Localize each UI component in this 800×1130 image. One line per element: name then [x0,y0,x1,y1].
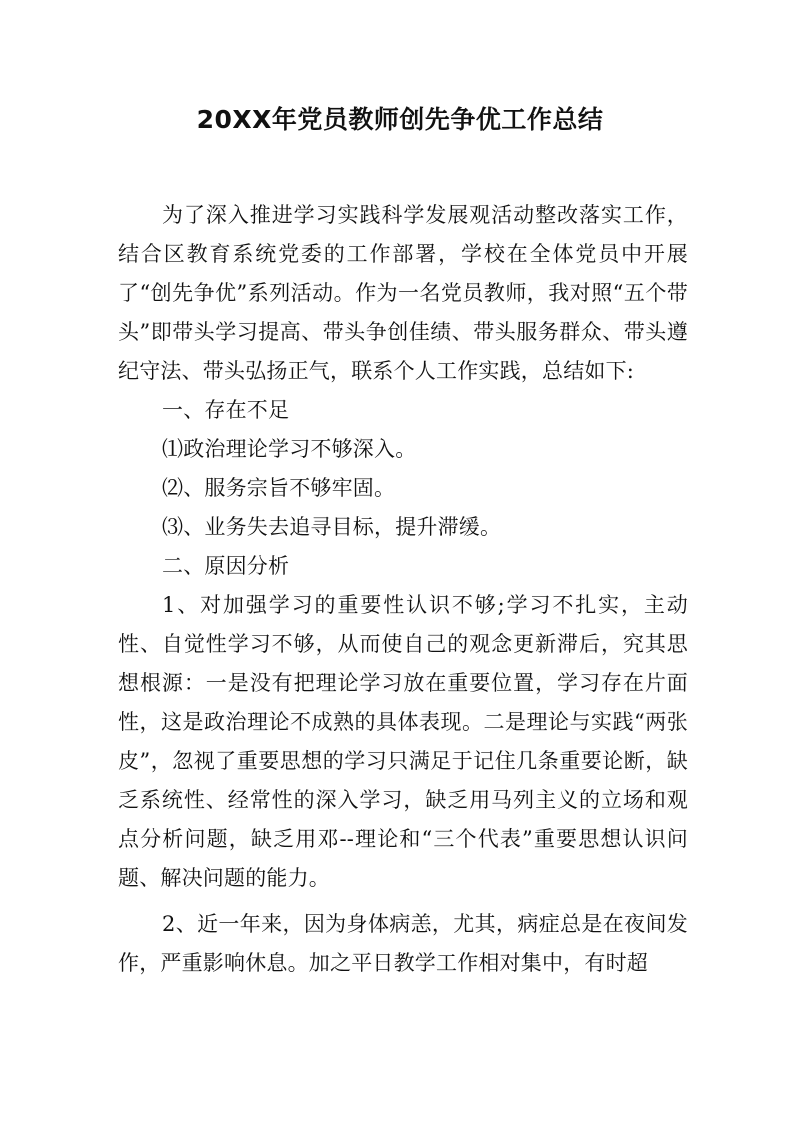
document-body [118,196,688,983]
paragraph-cause-1: 1、对加强学习的重要性认识不够;学习不扎实，主动性、自觉性学习不够，从而使自己的观念更新滞后，究其思想根源：一是没有把理论学习放在重要位置，学习存在片面性，这是政治理论不成熟的具体表现。二是理论与实践“两张皮”，忽视了重要思想的学习只满足于记住几条重要论断，缺乏系统性、经常性的深入学习，缺乏用马列主义的立场和观点分析问题，缺乏用邓--理论和“三个代表”重要思想认识问题、解决问题的能力。 [118,593,688,890]
document-title: 20XX年党员教师创先争优工作总结 [196,105,604,134]
paragraph-cause-2: 2、近一年来，因为身体病恙，尤其，病症总是在夜间发作，严重影响休息。加之平日教学工作相对集中，有时超 [118,912,688,975]
list-item-2: ⑵、服务宗旨不够牢固。 [162,476,396,500]
heading-shortcomings: 一、存在不足 [162,398,290,422]
heading-cause-analysis: 二、原因分析 [162,554,290,578]
list-item-3: ⑶、业务失去追寻目标，提升滞缓。 [162,515,502,539]
paragraph-intro: 为了深入推进学习实践科学发展观活动整改落实工作，结合区教育系统党委的工作部署，学校在全体党员中开展了“创先争优”系列活动。作为一名党员教师，我对照“五个带头”即带头学习提高、带头争创佳绩、带头服务群众、带头遵纪守法、带头弘扬正气，联系个人工作实践，总结如下: [118,203,688,383]
list-item-1: ⑴政治理论学习不够深入。 [162,437,417,461]
